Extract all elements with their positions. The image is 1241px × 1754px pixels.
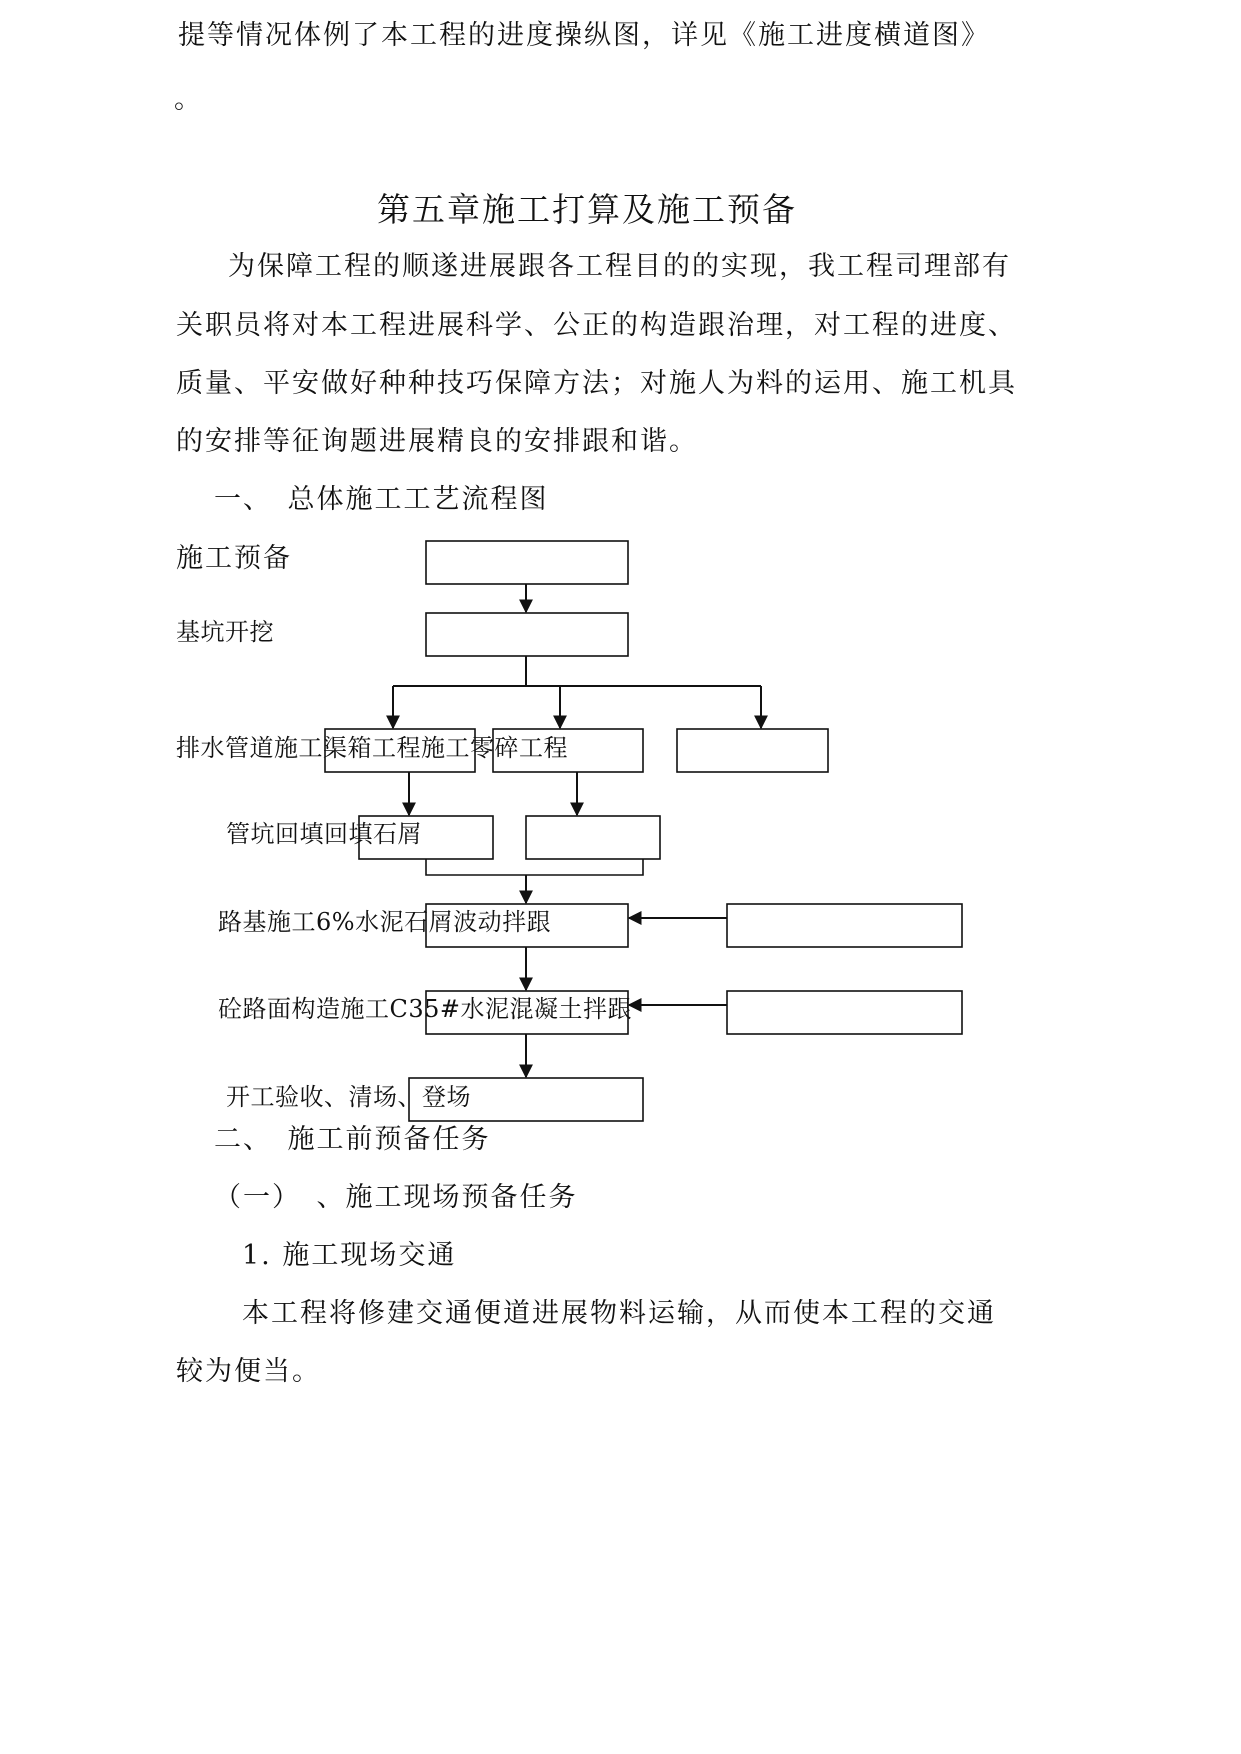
box-backfill-chip — [526, 816, 660, 859]
para2-line-1: 本工程将修建交通便道进展物料运输，从而使本工程的交通 — [242, 1298, 996, 1329]
flow-label-backfill: 管坑回填回填石屑 — [226, 820, 422, 848]
chapter-title: 第五章施工打算及施工预备 — [377, 190, 797, 229]
flow-label-prepare: 施工预备 — [176, 543, 292, 574]
section1-heading: 一、 总体施工工艺流程图 — [214, 484, 549, 515]
flow-label-branches: 排水管道施工渠箱工程施工零碎工程 — [176, 734, 568, 762]
intro-line-1: 提等情况体例了本工程的进度操纵图，详见《施工进度横道图》 — [178, 20, 990, 51]
section2-heading: 二、 施工前预备任务 — [214, 1124, 491, 1155]
flow-label-excavate: 基坑开挖 — [176, 618, 274, 646]
para1-line-2: 关职员将对本工程进展科学、公正的构造跟治理，对工程的进度、 — [176, 310, 1017, 341]
para2-line-2: 较为便当。 — [176, 1356, 321, 1387]
box-prepare — [426, 541, 628, 584]
intro-line-2: 。 — [174, 84, 203, 115]
box-subgrade-input — [727, 904, 962, 947]
flow-label-pavement: 砼路面构造施工C35#水泥混凝土拌跟 — [218, 995, 633, 1023]
item1-heading: 1. 施工现场交通 — [242, 1240, 457, 1271]
subsection1-heading: （一） 、施工现场预备任务 — [214, 1182, 578, 1213]
connector-merge-bracket — [426, 859, 643, 875]
box-pavement-input — [727, 991, 962, 1034]
flow-label-final: 开工验收、清场、登场 — [226, 1083, 471, 1111]
flow-label-subgrade: 路基施工6%水泥石屑波动拌跟 — [218, 908, 552, 936]
box-misc — [677, 729, 828, 772]
para1-line-4: 的安排等征询题进展精良的安排跟和谐。 — [176, 426, 698, 457]
para1-line-1: 为保障工程的顺遂进展跟各工程目的的实现，我工程司理部有 — [228, 251, 1011, 282]
box-excavate — [426, 613, 628, 656]
para1-line-3: 质量、平安做好种种技巧保障方法；对施人为料的运用、施工机具 — [176, 368, 1017, 399]
